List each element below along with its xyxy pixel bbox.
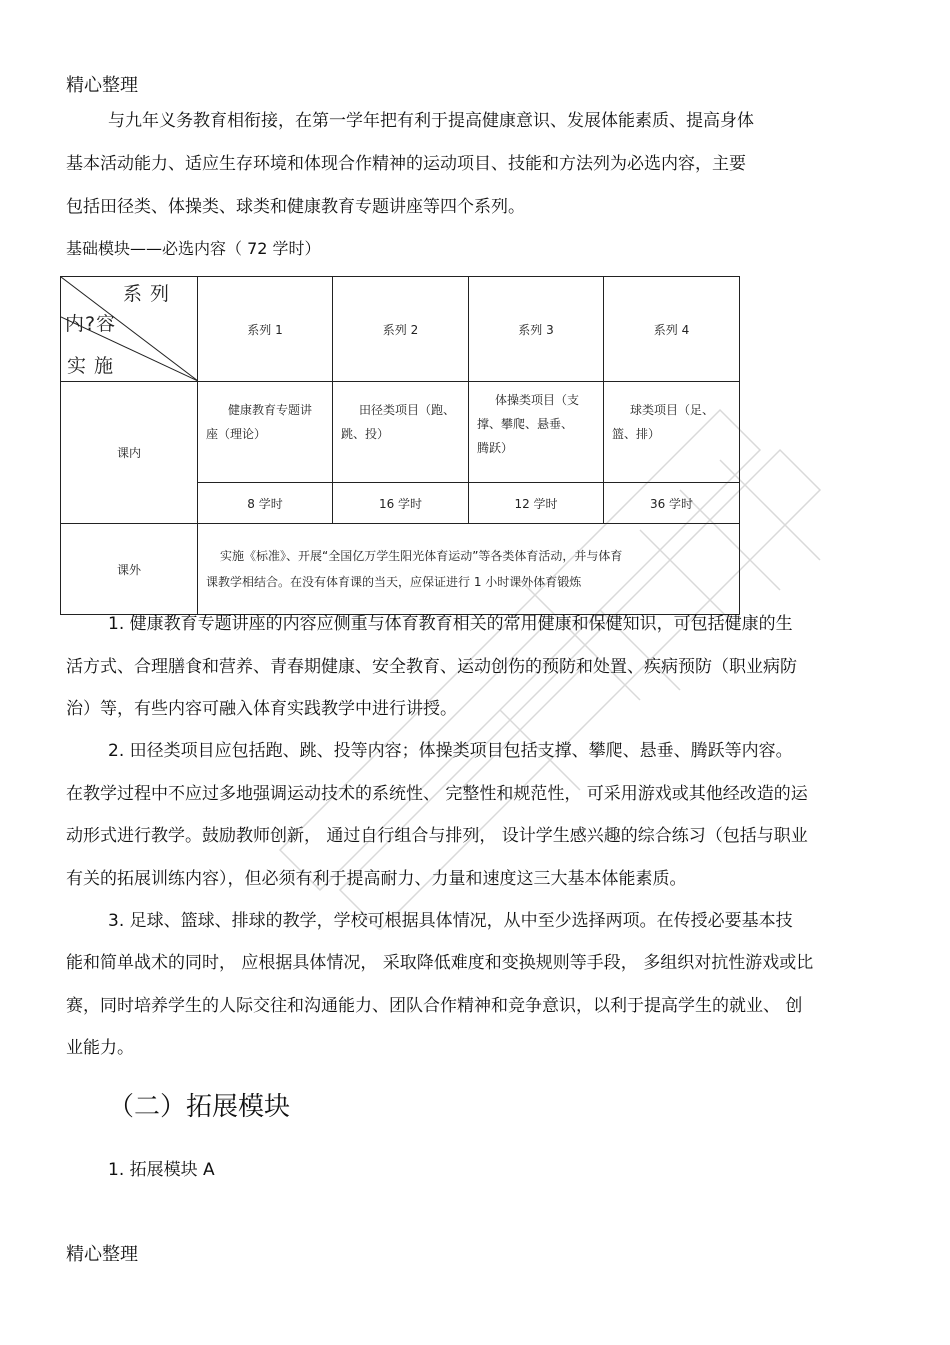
hours-cell: 8 学时 [198, 483, 333, 524]
note-2-line: 2. 田径类项目应包括跑、跳、投等内容；体操类项目包括支撑、攀爬、悬垂、腾跃等内容。 [108, 741, 793, 761]
content-line: 田径类项目（跑、 [359, 403, 456, 417]
series-header: 系列 1 [198, 277, 333, 382]
hours-cell: 36 学时 [604, 483, 740, 524]
content-cell [333, 382, 469, 483]
content-cell [469, 382, 604, 483]
footer-text: 精心整理 [66, 1244, 138, 1265]
note-1-line: 1. 健康教育专题讲座的内容应侧重与体育教育相关的常用健康和保健知识，可包括健康的生 [108, 614, 793, 634]
note-1-line: 活方式、合理膳食和营养、青春期健康、安全教育、运动创伤的预防和处置、疾病预防（职业病防 [66, 657, 797, 677]
intro-line: 与九年义务教育相衔接，在第一学年把有利于提高健康意识、发展体能素质、提高身体 [108, 111, 754, 131]
corner-label-implement: 实 施 [67, 355, 115, 377]
row-label-in-class: 课内 [61, 382, 198, 524]
content-line: 实施《标准》、开展“全国亿万学生阳光体育运动”等各类体育活动，并与体育 [220, 549, 623, 563]
content-line: 腾跃） [477, 441, 514, 455]
note-2-line: 动形式进行教学。鼓励教师创新， 通过自行组合与排列， 设计学生感兴趣的综合练习（包括与职业 [66, 826, 808, 846]
intro-line: 基本活动能力、适应生存环境和体现合作精神的运动项目、技能和方法列为必选内容，主要 [66, 154, 746, 174]
hours-cell: 12 学时 [469, 483, 604, 524]
intro-line: 包括田径类、体操类、球类和健康教育专题讲座等四个系列。 [66, 197, 525, 217]
note-3-line: 3. 足球、篮球、排球的教学，学校可根据具体情况，从中至少选择两项。在传授必要基本技 [108, 911, 793, 931]
note-2-line: 有关的拓展训练内容），但必须有利于提高耐力、力量和速度这三大基本体能素质。 [66, 869, 687, 889]
schedule-table [60, 276, 740, 615]
content-line: 体操类项目（支 [495, 393, 580, 407]
corner-header-cell [61, 277, 198, 382]
corner-label-content: 内?容 [65, 313, 117, 335]
content-line: 撑、攀爬、悬垂、 [477, 417, 574, 431]
section-subtitle: 1. 拓展模块 A [108, 1160, 215, 1180]
content-line: 健康教育专题讲 [228, 403, 313, 417]
series-header: 系列 4 [604, 277, 740, 382]
content-cell [604, 382, 740, 483]
note-1-line: 治）等，有些内容可融入体育实践教学中进行讲授。 [66, 699, 457, 719]
content-line: 课教学相结合。在没有体育课的当天，应保证进行 1 小时课外体育锻炼 [206, 575, 582, 589]
series-header: 系列 2 [333, 277, 469, 382]
note-2-line: 在教学过程中不应过多地强调运动技术的系统性、 完整性和规范性， 可采用游戏或其他经改造的运 [66, 784, 808, 804]
corner-label-series: 系 列 [123, 283, 171, 305]
section-title: （二）拓展模块 [108, 1092, 291, 1122]
content-line: 篮、排） [612, 427, 661, 441]
header-text: 精心整理 [66, 75, 138, 96]
content-line: 球类项目（足、 [630, 403, 715, 417]
content-line: 座（理论） [206, 427, 267, 441]
table-caption: 基础模块——必选内容（ 72 学时） [66, 239, 321, 258]
note-3-line: 能和简单战术的同时， 应根据具体情况， 采取降低难度和变换规则等手段， 多组织对抗性游戏或比 [66, 953, 814, 973]
after-class-content [198, 524, 740, 615]
hours-cell: 16 学时 [333, 483, 469, 524]
content-cell [198, 382, 333, 483]
content-line: 跳、投） [341, 427, 390, 441]
note-3-line: 业能力。 [66, 1038, 134, 1058]
series-header: 系列 3 [469, 277, 604, 382]
row-label-after-class: 课外 [61, 524, 198, 615]
note-3-line: 赛，同时培养学生的人际交往和沟通能力、团队合作精神和竞争意识，以利于提高学生的就业、 创 [66, 996, 803, 1016]
